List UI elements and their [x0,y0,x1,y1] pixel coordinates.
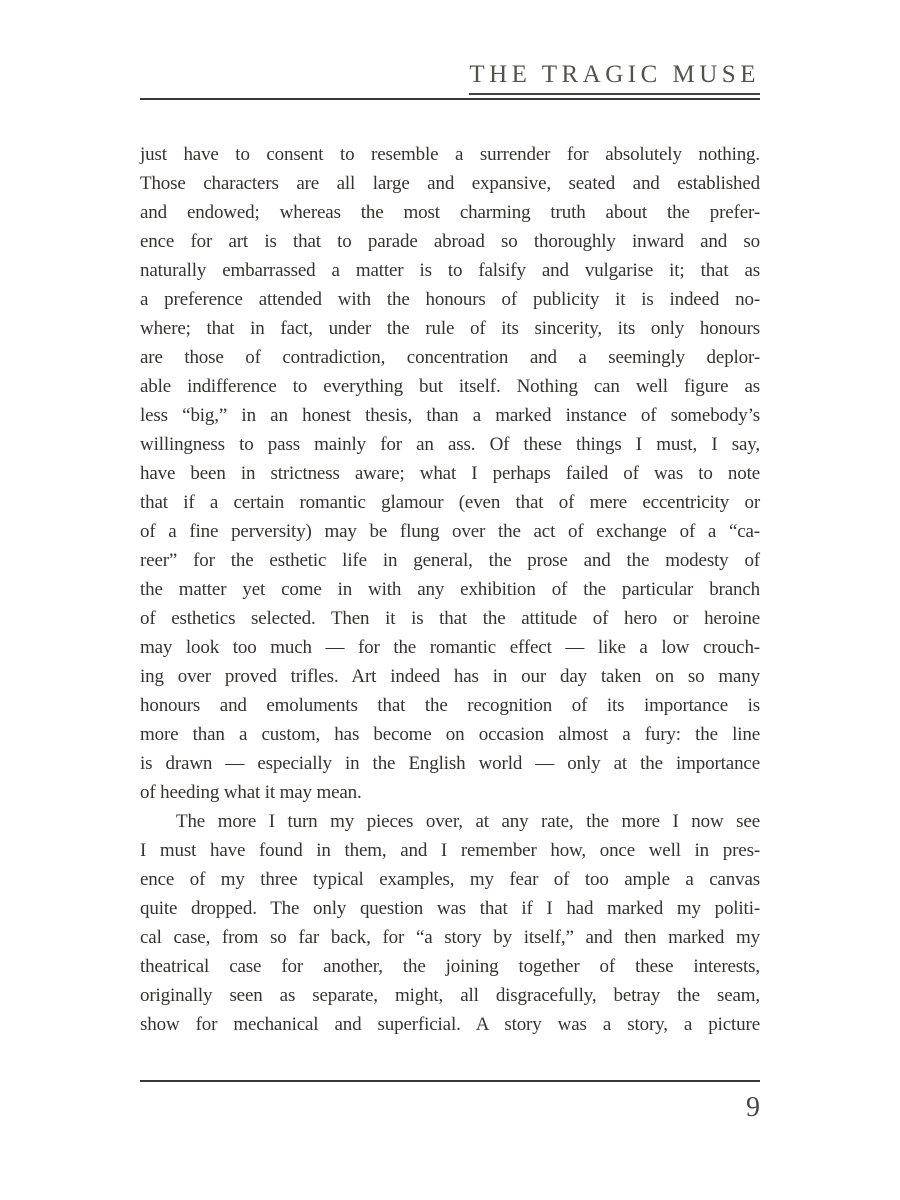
footer-rule [140,1080,760,1082]
text-line: where; that in fact, under the rule of its sincerity, its only honours [140,318,760,339]
text-line: are those of contradiction, concentration and a seemingly deplor- [140,347,760,368]
text-line: ence of my three typical examples, my fear of too ample a canvas [140,869,760,890]
text-line: have been in strictness aware; what I perhaps failed of was to note [140,463,760,484]
text-line: originally seen as separate, might, all disgracefully, betray the seam, [140,985,760,1006]
text-line: of esthetics selected. Then it is that the attitude of hero or heroine [140,608,760,629]
text-line: ing over proved trifles. Art indeed has in our day taken on so many [140,666,760,687]
text-line: reer” for the esthetic life in general, the prose and the modesty of [140,550,760,571]
text-line: willingness to pass mainly for an ass. Of these things I must, I say, [140,434,760,455]
text-line: honours and emoluments that the recognition of its importance is [140,695,760,716]
text-line: a preference attended with the honours of publicity it is indeed no- [140,289,760,310]
text-line: ence for art is that to parade abroad so thoroughly inward and so [140,231,760,252]
text-line: cal case, from so far back, for “a story by itself,” and then marked my [140,927,760,948]
text-line: less “big,” in an honest thesis, than a marked instance of somebody’s [140,405,760,426]
text-line: more than a custom, has become on occasion almost a fury: the line [140,724,760,745]
text-line: may look too much — for the romantic effect — like a low crouch- [140,637,760,658]
text-line: Those characters are all large and expansive, seated and established [140,173,760,194]
running-head [140,62,760,100]
text-line: theatrical case for another, the joining together of these interests, [140,956,760,977]
text-line: The more I turn my pieces over, at any rate, the more I now see [176,811,760,832]
text-line: naturally embarrassed a matter is to falsify and vulgarise it; that as [140,260,760,281]
text-line: show for mechanical and superficial. A story was a story, a picture [140,1014,760,1035]
text-line: and endowed; whereas the most charming truth about the prefer- [140,202,760,223]
text-line: is drawn — especially in the English world — only at the importance [140,753,760,774]
text-line: the matter yet come in with any exhibition of the particular branch [140,579,760,600]
paragraph [140,140,760,807]
text-line: quite dropped. The only question was that if I had marked my politi- [140,898,760,919]
text-line: just have to consent to resemble a surrender for absolutely nothing. [140,144,760,165]
text-line: of a fine perversity) may be flung over the act of exchange of a “ca- [140,521,760,542]
text-line: I must have found in them, and I remember how, once well in pres- [140,840,760,861]
text-line: that if a certain romantic glamour (even that of mere eccentricity or [140,492,760,513]
text-block [140,140,760,1039]
text-line: of heeding what it may mean. [140,782,362,803]
paragraph [140,807,760,1039]
running-head-title: THE TRAGIC MUSE [469,62,760,95]
page-number: 9 [746,1092,760,1123]
text-line: able indifference to everything but itself. Nothing can well figure as [140,376,760,397]
